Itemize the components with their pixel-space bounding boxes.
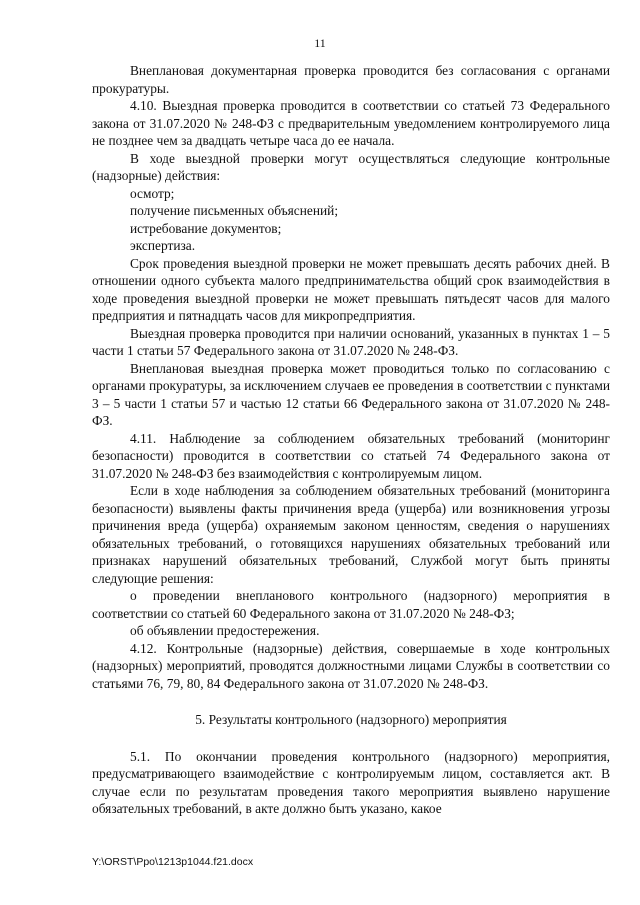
list-item: экспертиза. [130,238,196,253]
list-item: осмотр; [130,185,175,201]
document-body [92,62,610,818]
paragraph: 4.11. Наблюдение за соблюдением обязательных требований (мониторинг безопасности) проводится в соответствии со статьей 74 Федерального закона от 31.07.2020 № 248-ФЗ без взаимодействия с контролируемым лицом. [92,430,610,481]
list-item: получение письменных объяснений; [130,203,339,218]
page-number: 11 [314,36,326,50]
list-item: истребование документов; [130,220,282,236]
file-path-footer: Y:\ORST\Ppo\1213p1044.f21.docx [92,856,254,868]
paragraph: Если в ходе наблюдения за соблюдением обязательных требований (мониторинга безопасности) выявлены факты причинения вреда (ущерба) или возникновения угрозы причинения вреда (ущерба) охраняемым законом ценностям, сведения о нарушениях обязательных требований, о готовящихся нарушениях обязательных требований или признаках нарушений обязательных требований, Службой могут быть приняты следующие решения: [92,483,610,586]
paragraph: 5.1. По окончании проведения контрольного (надзорного) мероприятия, предусматривающего взаимодействие с контролируемым лицом, составляется акт. В случае если по результатам проведения такого мероприятия выявлено нарушение обязательных требований, в акте должно быть указано, какое [92,748,610,816]
paragraph: Выездная проверка проводится при наличии оснований, указанных в пунктах 1 – 5 части 1 статьи 57 Федерального закона от 31.07.2020 № 248-ФЗ. [92,325,610,358]
paragraph: Внеплановая выездная проверка может проводиться только по согласованию с органами прокуратуры, за исключением случаев ее проведения в соответствии с пунктами 3 – 5 части 1 статьи 57 и частью 12 статьи 66 Федерального закона от 31.07.2020 № 248-ФЗ. [92,360,610,428]
paragraph: Внеплановая документарная проверка проводится без согласования с органами прокуратуры. [92,63,610,96]
section-heading: 5. Результаты контрольного (надзорного) мероприятия [195,712,507,727]
paragraph: об объявлении предостережения. [130,623,320,638]
paragraph: 4.10. Выездная проверка проводится в соответствии со статьей 73 Федерального закона от 31.07.2020 № 248-ФЗ с предварительным уведомлением контролируемого лица не позднее чем за двадцать четыре часа до ее начала. [92,98,610,148]
paragraph: В ходе выездной проверки могут осуществляться следующие контрольные (надзорные) действия: [92,150,610,183]
paragraph: Срок проведения выездной проверки не может превышать десять рабочих дней. В отношении одного субъекта малого предпринимательства общий срок взаимодействия в ходе проведения выездной проверки не может превышать пятьдесят часов для малого предприятия и пятнадцать часов для микропредприятия. [92,255,610,323]
paragraph: о проведении внепланового контрольного (надзорного) мероприятия в соответствии со статьей 60 Федерального закона от 31.07.2020 № 248-ФЗ; [92,588,610,621]
paragraph: 4.12. Контрольные (надзорные) действия, совершаемые в ходе контрольных (надзорных) мероприятий, проводятся должностными лицами Службы в соответствии со статьями 76, 79, 80, 84 Федерального закона от 31.07.2020 № 248-ФЗ. [92,640,610,691]
